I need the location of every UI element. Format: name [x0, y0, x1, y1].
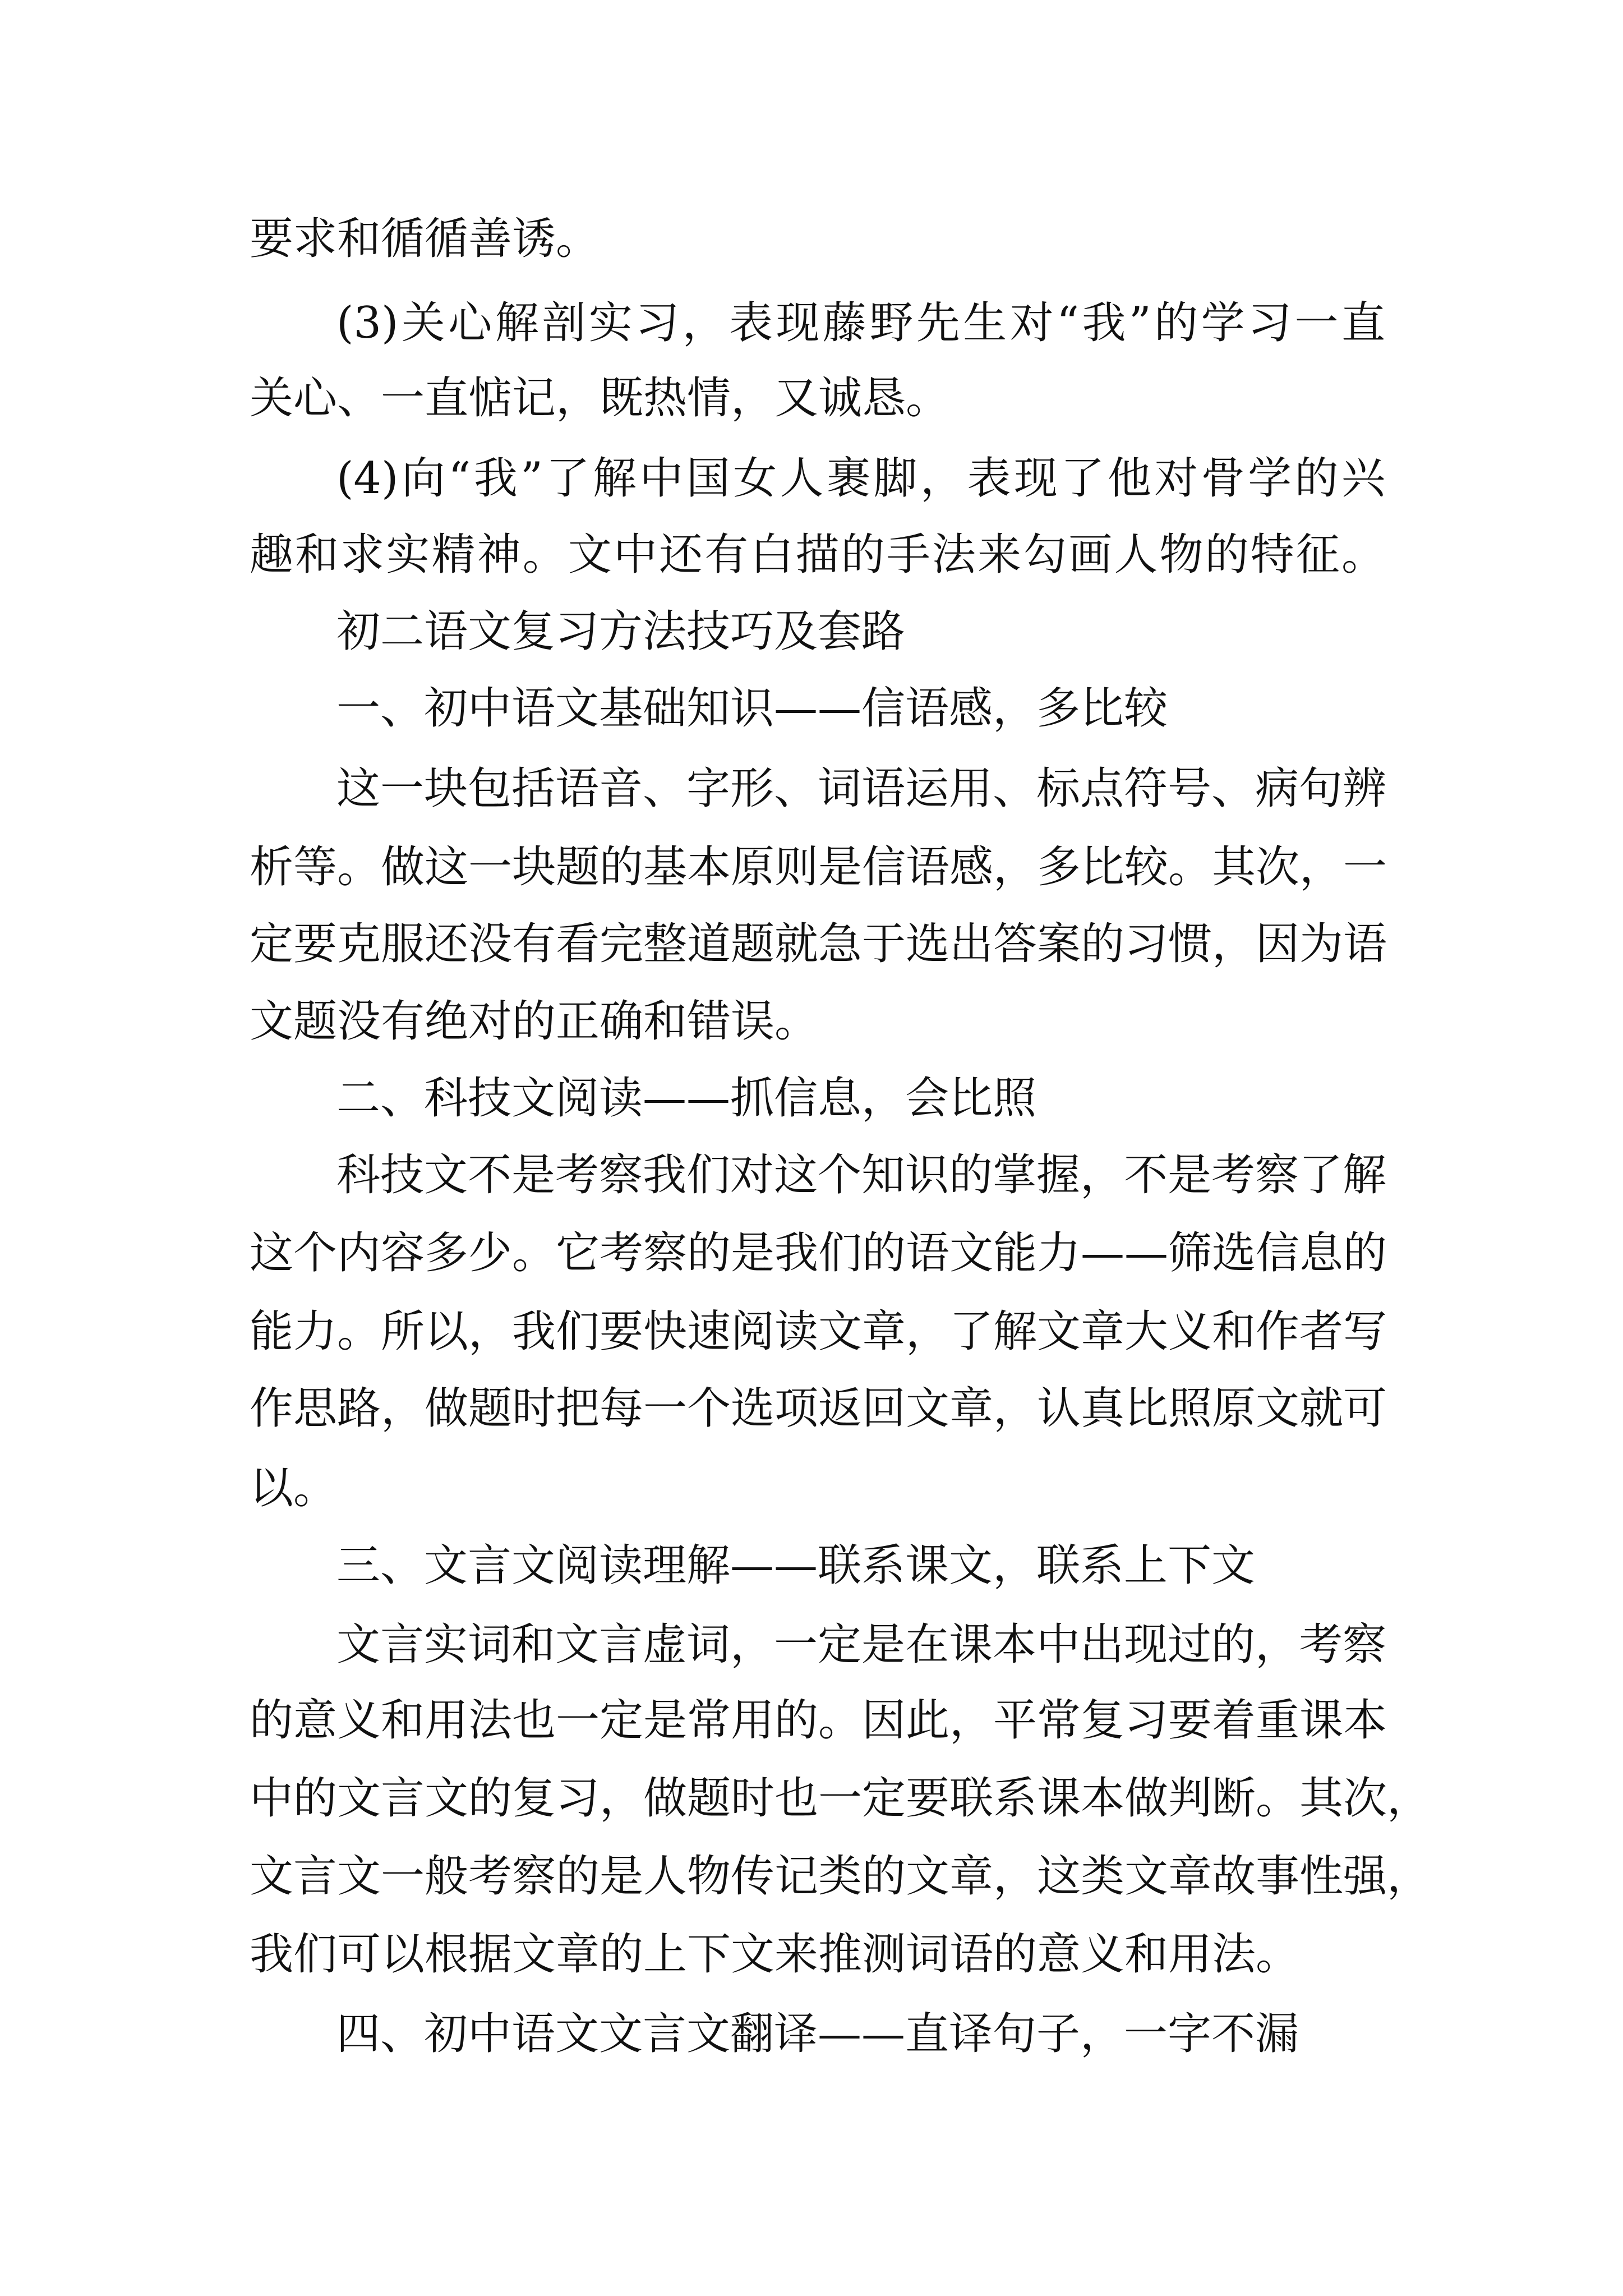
text-line: 以。 [250, 1463, 338, 1513]
text-line: 科技文不是考察我们对这个知识的掌握，不是考察了解 [336, 1150, 1387, 1200]
text-line: 作思路，做题时把每一个选项返回文章，认真比照原文就可 [250, 1383, 1387, 1434]
text-line: 要求和循循善诱。 [250, 214, 600, 264]
text-line: 这一块包括语音、字形、词语运用、标点符号、病句辨 [336, 763, 1387, 814]
text-line: 我们可以根据文章的上下文来推测词语的意义和用法。 [250, 1929, 1300, 1980]
text-line: 定要克服还没有看完整道题就急于选出答案的习惯，因为语 [250, 919, 1387, 969]
section-heading: 二、科技文阅读——抓信息，会比照 [336, 1073, 1037, 1124]
text-line: (3)关心解剖实习，表现藤野先生对“我”的学习一直 [336, 298, 1385, 348]
text-line: 析等。做这一块题的基本原则是信语感，多比较。其次，一 [250, 842, 1387, 892]
text-line: 趣和求实精神。文中还有白描的手法来勾画人物的特征。 [250, 530, 1385, 580]
section-heading: 三、文言文阅读理解——联系课文，联系上下文 [336, 1540, 1256, 1591]
text-line: 文言文一般考察的是人物传记类的文章，这类文章故事性强， [250, 1851, 1431, 1902]
text-line: 中的文言文的复习，做题时也一定要联系课本做判断。其次， [250, 1773, 1431, 1824]
text-line: (4)向“我”了解中国女人裹脚，表现了他对骨学的兴 [336, 453, 1385, 504]
text-line: 文题没有绝对的正确和错误。 [250, 996, 819, 1047]
text-line: 能力。所以，我们要快速阅读文章，了解文章大义和作者写 [250, 1306, 1387, 1357]
text-line: 关心、一直惦记，既热情，又诚恳。 [250, 373, 950, 424]
section-heading: 一、初中语文基础知识——信语感，多比较 [336, 683, 1168, 734]
section-heading: 初二语文复习方法技巧及套路 [336, 606, 906, 657]
text-line: 文言实词和文言虚词，一定是在课本中出现过的，考察 [336, 1619, 1387, 1670]
text-line: 的意义和用法也一定是常用的。因此，平常复习要着重课本 [250, 1695, 1387, 1746]
section-heading: 四、初中语文文言文翻译——直译句子，一字不漏 [336, 2009, 1299, 2059]
text-line: 这个内容多少。它考察的是我们的语文能力——筛选信息的 [250, 1228, 1387, 1278]
